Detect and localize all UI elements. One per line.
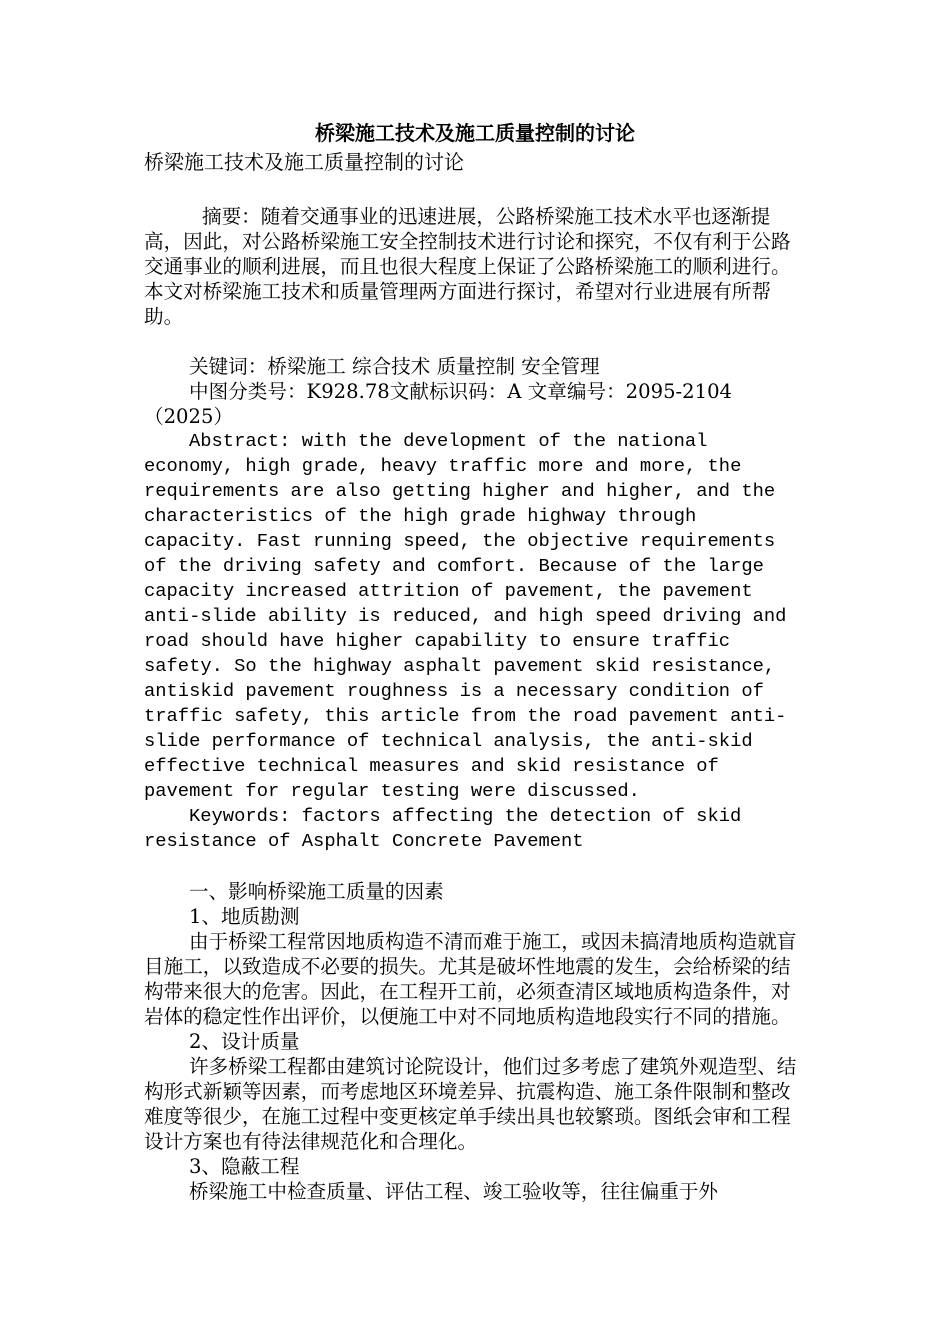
subsection-text-1: 由于桥梁工程常因地质构造不清而难于施工，或因未搞清地质构造就盲目施工，以致造成不必要的损失。尤其是破坏性地震的发生，会给桥梁的结构带来很大的危害。因此，在工程开工前，必须查清区域地质构造条件，对岩体的稳定性作出评价，以便施工中对不同地质构造地段实行不同的措施。 <box>144 930 797 1028</box>
document-page <box>144 118 806 1204</box>
document-subtitle: 桥梁施工技术及施工质量控制的讨论 <box>144 150 464 174</box>
keywords-cn: 关键词：桥梁施工 综合技术 质量控制 安全管理 <box>189 355 600 378</box>
abstract-cn: 摘要：随着交通事业的迅速进展，公路桥梁施工技术水平也逐渐提高，因此，对公路桥梁施工安全控制技术进行讨论和探究，不仅有利于公路交通事业的顺利进展，而且也很大程度上保证了公路桥梁施工的顺利进行。本文对桥梁施工技术和质量管理两方面进行探讨，希望对行业进展有所帮助。 <box>144 205 791 328</box>
abstract-en: Abstract: with the development of the national economy, high grade, heavy traffic more and more, the requirements are also getting higher and higher, and the characteristics of the high grade highway through capacity. Fast running speed, the objective requirements of the driving safety and comfort. Because of the large capacity increased attrition of pavement, the pavement anti-slide ability is reduced, and high speed driving and road should have higher capability to ensure traffic safety. So the highway asphalt pavement skid resistance, antiskid pavement roughness is a necessary condition of traffic safety, this article from the road pavement anti-slide performance of technical analysis, the anti-skid effective technical measures and skid resistance of pavement for regular testing were discussed. <box>144 430 787 802</box>
keywords-en: Keywords: factors affecting the detection of skid resistance of Asphalt Concrete Pavement <box>144 805 742 852</box>
subsection-text-3: 桥梁施工中检查质量、评估工程、竣工验收等，往往偏重于外 <box>189 1180 719 1203</box>
section-heading-1: 一、影响桥梁施工质量的因素 <box>189 880 444 903</box>
subsection-heading-3: 3、隐蔽工程 <box>189 1155 300 1178</box>
subsection-heading-2: 2、设计质量 <box>189 1030 300 1053</box>
subsection-text-2: 许多桥梁工程都由建筑讨论院设计，他们过多考虑了建筑外观造型、结构形式新颖等因素，而考虑地区环境差异、抗震构造、施工条件限制和整改难度等很少，在施工过程中变更核定单手续出具也较繁琐。图纸会审和工程设计方案也有待法律规范化和合理化。 <box>144 1055 797 1153</box>
classification-line: 中图分类号：K928.78文献标识码：A 文章编号：2095-2104（2025） <box>144 380 733 428</box>
subsection-heading-1: 1、地质勘测 <box>189 905 300 928</box>
document-title: 桥梁施工技术及施工质量控制的讨论 <box>315 121 635 145</box>
